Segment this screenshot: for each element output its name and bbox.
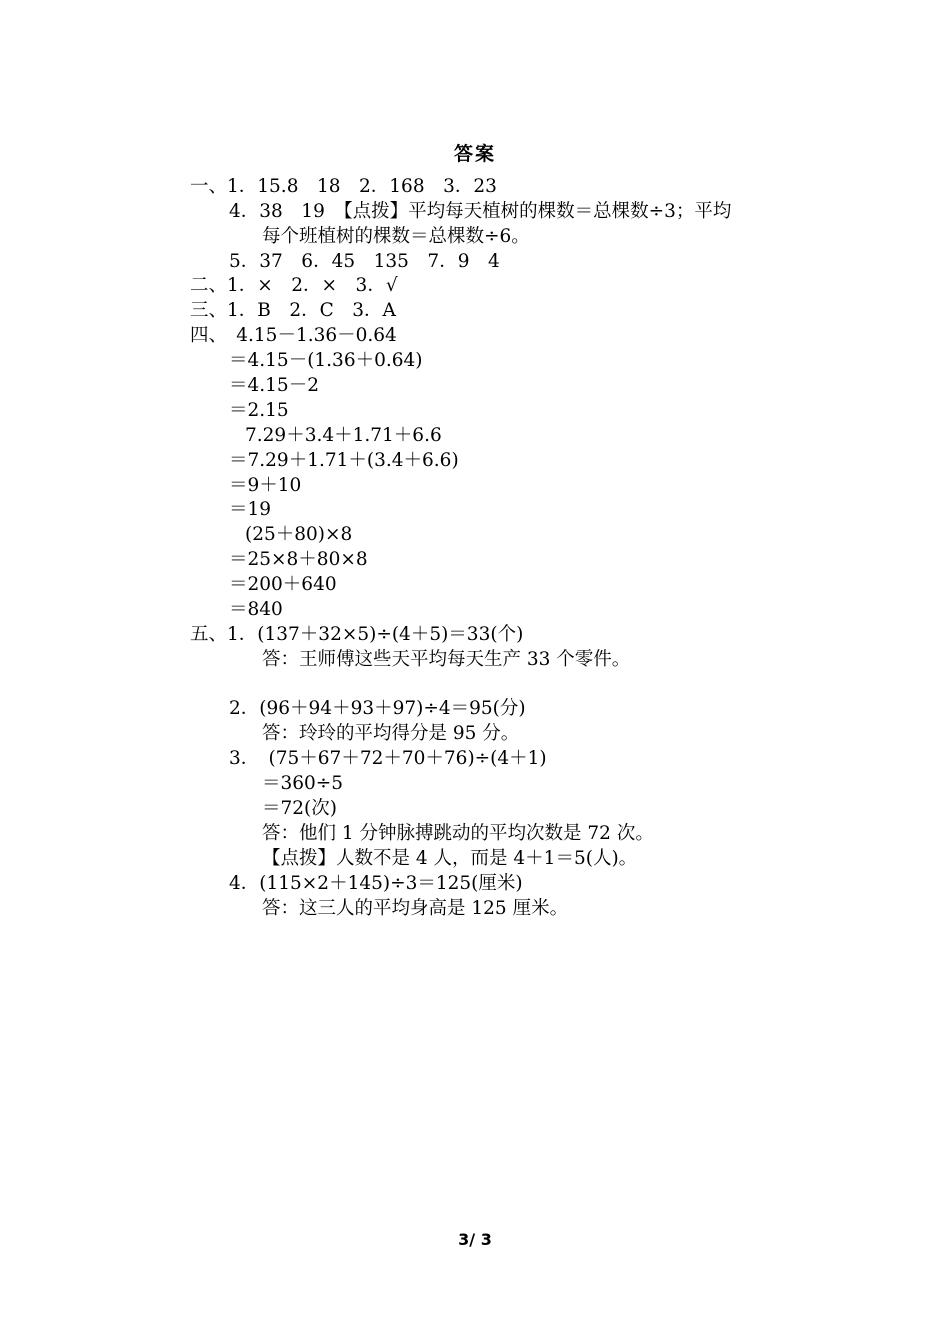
answer-line: ＝19 [229,499,272,520]
answer-line: 四、 4.15－1.36－0.64 [190,325,397,346]
answer-line: 3． (75＋67＋72＋70＋76)÷(4＋1) [229,748,547,769]
answer-line: ＝4.15－2 [229,375,319,396]
answer-line: 答：他们 1 分钟脉搏跳动的平均次数是 72 次。 [262,823,654,844]
answer-line: 每个班植树的棵数＝总棵数÷6。 [262,226,530,247]
page-title: 答案 [453,143,496,165]
answer-line: 答：这三人的平均身高是 125 厘米。 [262,898,569,919]
answer-line: ＝25×8＋80×8 [229,549,368,570]
answer-line: 4．38 19 【点拨】平均每天植树的棵数＝总棵数÷3；平均 [229,201,732,222]
answer-line: 一、1．15.8 18 2．168 3．23 [190,176,497,197]
answer-line: ＝200＋640 [229,574,337,595]
answer-line: 5．37 6．45 135 7．9 4 [229,251,500,272]
answer-line: 三、1．B 2．C 3．A [190,300,396,321]
answer-line: ＝7.29＋1.71＋(3.4＋6.6) [229,450,459,471]
answer-line: 7.29＋3.4＋1.71＋6.6 [245,425,442,446]
answer-line: 答：玲玲的平均得分是 95 分。 [262,723,520,744]
answer-line: 答：王师傅这些天平均每天生产 33 个零件。 [262,649,631,670]
answer-line: ＝4.15－(1.36＋0.64) [229,350,423,371]
answer-line: ＝72(次) [262,798,337,819]
answer-line: (25＋80)×8 [245,524,353,545]
answer-line: 2．(96＋94＋93＋97)÷4＝95(分) [229,698,526,719]
answer-line: ＝2.15 [229,400,289,421]
answer-line: 4．(115×2＋145)÷3＝125(厘米) [229,873,523,894]
answer-line: ＝9＋10 [229,475,302,496]
answer-line: 五、1．(137＋32×5)÷(4＋5)＝33(个) [190,624,524,645]
answer-line: ＝840 [229,599,283,620]
page-number: 3/ 3 [458,1230,492,1249]
answer-line: ＝360÷5 [262,773,344,794]
answer-line: 【点拨】人数不是 4 人，而是 4＋1＝5(人)。 [262,848,638,869]
answer-line: 二、1．× 2．× 3．√ [190,275,398,296]
